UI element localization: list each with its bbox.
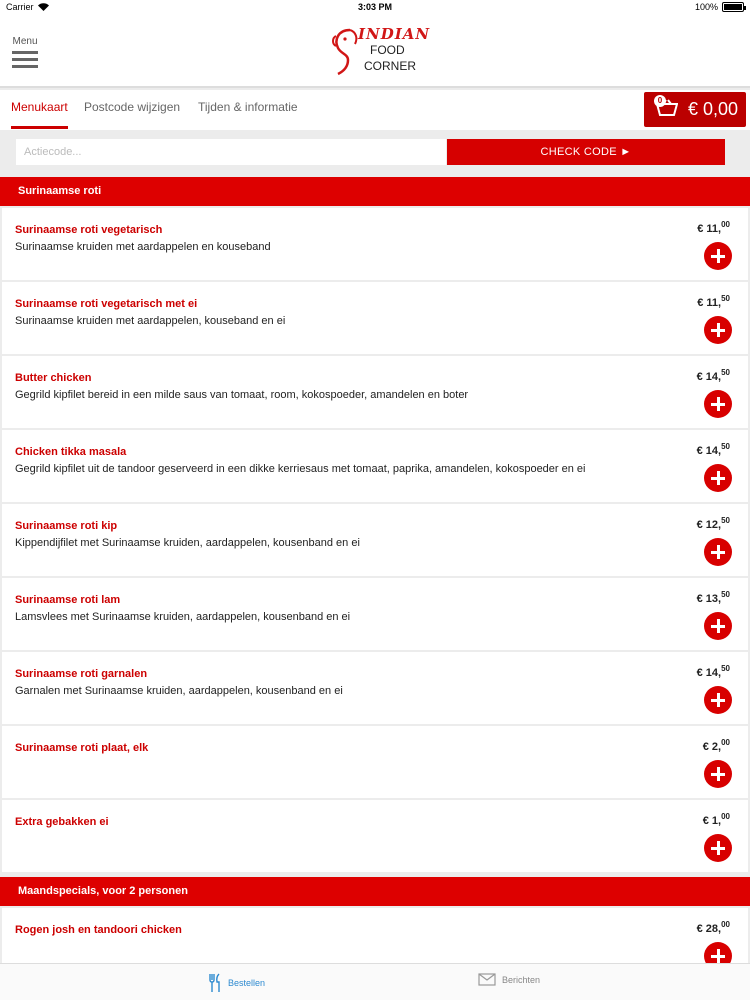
item-price: € 14,50: [696, 442, 730, 457]
tab-bar: [0, 90, 750, 130]
cutlery-icon: [208, 973, 222, 993]
add-to-cart-button[interactable]: [704, 612, 732, 640]
menu-item: [2, 430, 748, 502]
item-price: € 1,00: [702, 812, 730, 827]
menu-item: [2, 578, 748, 650]
add-to-cart-button[interactable]: [704, 834, 732, 862]
item-description: Gegrild kipfilet uit de tandoor geserveerd in een dikke kerriesaus met tomaat, paprika, amandelen, kokospoeder en ei: [15, 463, 586, 475]
item-price: € 14,50: [696, 368, 730, 383]
app-header: [0, 16, 750, 88]
menu-button[interactable]: [10, 36, 40, 68]
add-to-cart-button[interactable]: [704, 390, 732, 418]
item-name: Surinaamse roti plaat, elk: [15, 742, 149, 754]
item-name: Surinaamse roti kip: [15, 520, 118, 532]
logo-line-1: INDIAN: [358, 25, 431, 43]
carrier-label: Carrier: [6, 2, 34, 12]
add-to-cart-button[interactable]: [704, 464, 732, 492]
menu-item: [2, 504, 748, 576]
check-code-button[interactable]: CHECK CODE ►: [447, 139, 725, 165]
item-price: € 14,50: [696, 664, 730, 679]
add-to-cart-button[interactable]: [704, 686, 732, 714]
item-name: Extra gebakken ei: [15, 816, 109, 828]
item-price: € 11,00: [697, 220, 730, 235]
add-to-cart-button[interactable]: [704, 538, 732, 566]
item-price: € 28,00: [696, 920, 730, 935]
menu-label: Menu: [12, 36, 38, 47]
menu-item: [2, 800, 748, 872]
battery-icon: [722, 2, 744, 12]
tab-bestellen-label: Bestellen: [228, 978, 266, 988]
item-name: Surinaamse roti garnalen: [15, 668, 148, 680]
tab-bestellen[interactable]: [208, 973, 265, 993]
item-description: Kippendijfilet met Surinaamse kruiden, aardappelen, kousenband en ei: [15, 537, 360, 549]
cart-total: € 0,00: [687, 99, 738, 119]
logo-line-2: FOOD: [370, 43, 405, 57]
item-price: € 11,50: [697, 294, 730, 309]
item-name: Chicken tikka masala: [15, 446, 127, 458]
add-to-cart-button[interactable]: [704, 316, 732, 344]
add-to-cart-button[interactable]: [704, 942, 732, 963]
add-to-cart-button[interactable]: [704, 242, 732, 270]
item-name: Butter chicken: [15, 372, 92, 384]
menu-list[interactable]: [0, 177, 750, 963]
tab-postcode[interactable]: Postcode wijzigen: [84, 100, 181, 114]
tab-menukaart[interactable]: Menukaart: [11, 100, 68, 129]
logo-line-3: CORNER: [364, 59, 417, 73]
item-description: Garnalen met Surinaamse kruiden, aardappelen, kousenband en ei: [15, 685, 343, 697]
menu-item: [2, 726, 748, 798]
promo-code-row: [0, 130, 750, 175]
item-price: € 13,50: [696, 590, 730, 605]
cart-count-badge: 0: [654, 95, 666, 107]
item-description: Surinaamse kruiden met aardappelen, kouseband en ei: [15, 315, 286, 327]
menu-item: [2, 282, 748, 354]
item-name: Surinaamse roti vegetarisch met ei: [15, 298, 198, 310]
menu-item: [2, 356, 748, 428]
status-bar: [0, 0, 750, 16]
item-description: Lamsvlees met Surinaamse kruiden, aardappelen, kousenband en ei: [15, 611, 351, 623]
battery-percentage: 100%: [694, 2, 718, 12]
item-description: Gegrild kipfilet bereid in een milde saus van tomaat, room, kokospoeder, amandelen en boter: [15, 389, 469, 401]
item-name: Surinaamse roti lam: [15, 594, 121, 606]
menu-item: [2, 908, 748, 963]
item-description: Surinaamse kruiden met aardappelen en kouseband: [15, 241, 271, 253]
add-to-cart-button[interactable]: [704, 760, 732, 788]
menu-item: [2, 652, 748, 724]
item-name: Rogen josh en tandoori chicken: [15, 924, 182, 936]
battery-indicator: [695, 2, 744, 12]
menu-item: [2, 208, 748, 280]
restaurant-logo: [330, 22, 430, 84]
item-name: Surinaamse roti vegetarisch: [15, 224, 163, 236]
clock: 3:03 PM: [357, 2, 392, 12]
tab-berichten-label: Berichten: [502, 974, 541, 985]
promo-code-input[interactable]: [16, 139, 446, 165]
hamburger-icon: [10, 51, 40, 68]
item-price: € 2,00: [702, 738, 730, 753]
item-price: € 12,50: [696, 516, 730, 531]
bottom-tab-bar: [0, 963, 750, 1000]
category-header: Maandspecials, voor 2 personen: [0, 877, 750, 906]
tab-tijden-informatie[interactable]: Tijden & informatie: [198, 100, 298, 114]
tab-berichten[interactable]: [478, 973, 540, 986]
cart-button[interactable]: [644, 92, 746, 127]
envelope-icon: [478, 973, 496, 986]
category-header: Surinaamse roti: [0, 177, 750, 206]
